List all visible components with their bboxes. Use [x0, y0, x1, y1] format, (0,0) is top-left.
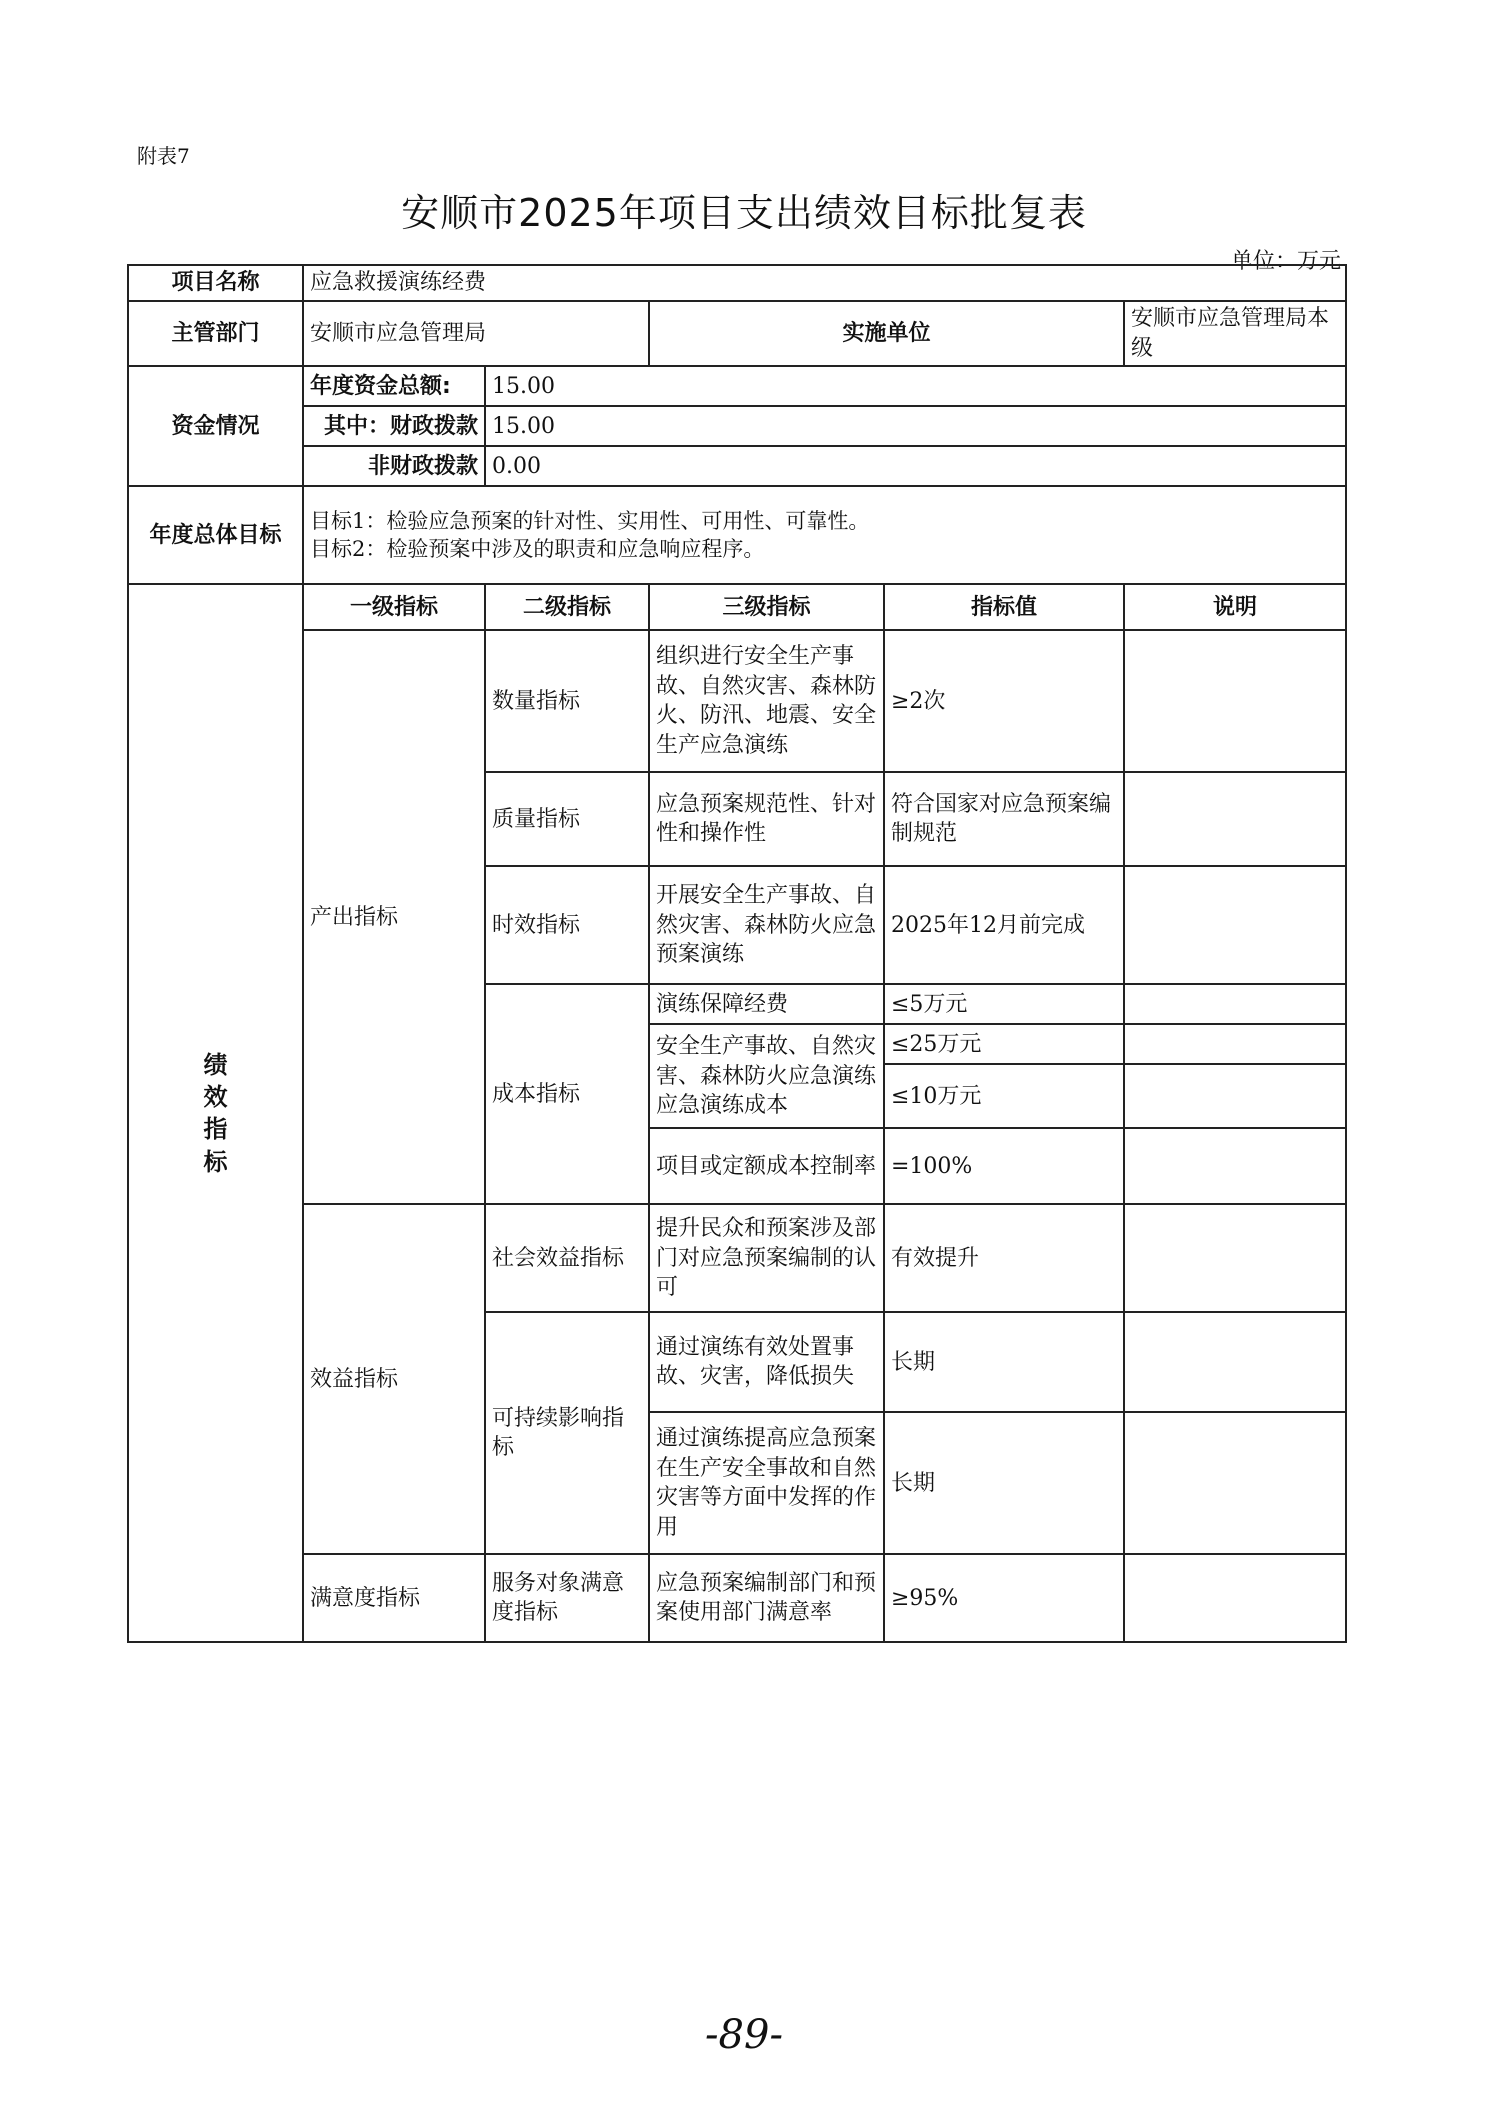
goal-item-1: 目标1：检验应急预案的针对性、实用性、可用性、可靠性。 — [310, 509, 870, 534]
row-funds-total — [128, 366, 1346, 406]
value-cell: ≥2次 — [884, 630, 1124, 772]
header-value: 指标值 — [884, 584, 1124, 630]
level2-timeliness: 时效指标 — [485, 866, 649, 984]
level3-cell: 提升民众和预案涉及部门对应急预案编制的认可 — [649, 1204, 884, 1312]
value-cell: ≤25万元 — [884, 1024, 1124, 1064]
attachment-label: 附表7 — [137, 144, 190, 168]
performance-table — [127, 264, 1347, 1643]
value-cell: ≥95% — [884, 1554, 1124, 1642]
level2-cost: 成本指标 — [485, 984, 649, 1204]
note-cell — [1124, 1204, 1346, 1312]
table-row — [128, 1204, 1346, 1312]
note-cell — [1124, 1128, 1346, 1204]
level1-benefit: 效益指标 — [303, 1204, 485, 1554]
goals-cell — [303, 486, 1346, 584]
value-cell: 有效提升 — [884, 1204, 1124, 1312]
level3-cell: 安全生产事故、自然灾害、森林防火应急演练应急演练成本 — [649, 1024, 884, 1128]
level3-cell: 组织进行安全生产事故、自然灾害、森林防火、防汛、地震、安全生产应急演练 — [649, 630, 884, 772]
note-cell — [1124, 1412, 1346, 1554]
value-cell: 2025年12月前完成 — [884, 866, 1124, 984]
impl-label: 实施单位 — [649, 301, 1124, 366]
row-annual-goals — [128, 486, 1346, 584]
level2-sustainable: 可持续影响指标 — [485, 1312, 649, 1554]
level2-quality: 质量指标 — [485, 772, 649, 866]
level3-cell: 应急预案编制部门和预案使用部门满意率 — [649, 1554, 884, 1642]
note-cell — [1124, 772, 1346, 866]
project-name-label: 项目名称 — [128, 265, 303, 301]
funds-nonfiscal-value: 0.00 — [485, 446, 1346, 486]
page-number: -89- — [705, 2012, 783, 2058]
note-cell — [1124, 984, 1346, 1024]
level2-quantity: 数量指标 — [485, 630, 649, 772]
level2-satisfaction: 服务对象满意度指标 — [485, 1554, 649, 1642]
row-project-name — [128, 265, 1346, 301]
value-cell: 符合国家对应急预案编制规范 — [884, 772, 1124, 866]
funds-fiscal-label: 其中：财政拨款 — [303, 406, 485, 446]
impl-value: 安顺市应急管理局本级 — [1124, 301, 1346, 366]
value-cell: ≤10万元 — [884, 1064, 1124, 1128]
goal-item-2: 目标2：检验预案中涉及的职责和应急响应程序。 — [310, 537, 765, 562]
funds-label: 资金情况 — [128, 366, 303, 486]
perf-label-text: 绩效指标 — [203, 1050, 228, 1176]
row-funds-nonfiscal — [128, 446, 1346, 486]
note-cell — [1124, 866, 1346, 984]
header-level3: 三级指标 — [649, 584, 884, 630]
perf-indicators-label — [128, 584, 303, 1642]
table-row — [128, 630, 1346, 772]
level3-cell: 演练保障经费 — [649, 984, 884, 1024]
level3-cell: 通过演练提高应急预案在生产安全事故和自然灾害等方面中发挥的作用 — [649, 1412, 884, 1554]
dept-value: 安顺市应急管理局 — [303, 301, 649, 366]
value-cell: =100% — [884, 1128, 1124, 1204]
level3-cell: 应急预案规范性、针对性和操作性 — [649, 772, 884, 866]
note-cell — [1124, 1064, 1346, 1128]
page-title: 安顺市2025年项目支出绩效目标批复表 — [401, 191, 1087, 235]
note-cell — [1124, 1312, 1346, 1412]
note-cell — [1124, 1554, 1346, 1642]
level3-cell: 通过演练有效处置事故、灾害，降低损失 — [649, 1312, 884, 1412]
value-cell: ≤5万元 — [884, 984, 1124, 1024]
level1-satisfaction: 满意度指标 — [303, 1554, 485, 1642]
project-name-value: 应急救援演练经费 — [303, 265, 1346, 301]
value-cell: 长期 — [884, 1412, 1124, 1554]
funds-total-label: 年度资金总额: — [303, 366, 485, 406]
value-cell: 长期 — [884, 1312, 1124, 1412]
unit-label: 单位：万元 — [1230, 249, 1341, 274]
goal-label: 年度总体目标 — [128, 486, 303, 584]
header-level1: 一级指标 — [303, 584, 485, 630]
row-indicator-header — [128, 584, 1346, 630]
note-cell — [1124, 630, 1346, 772]
row-department — [128, 301, 1346, 366]
funds-total-value: 15.00 — [485, 366, 1346, 406]
header-level2: 二级指标 — [485, 584, 649, 630]
level1-output: 产出指标 — [303, 630, 485, 1204]
level3-cell: 项目或定额成本控制率 — [649, 1128, 884, 1204]
row-funds-fiscal — [128, 406, 1346, 446]
note-cell — [1124, 1024, 1346, 1064]
funds-nonfiscal-label: 非财政拨款 — [303, 446, 485, 486]
level2-social: 社会效益指标 — [485, 1204, 649, 1312]
table-row — [128, 1554, 1346, 1642]
header-note: 说明 — [1124, 584, 1346, 630]
level3-cell: 开展安全生产事故、自然灾害、森林防火应急预案演练 — [649, 866, 884, 984]
dept-label: 主管部门 — [128, 301, 303, 366]
funds-fiscal-value: 15.00 — [485, 406, 1346, 446]
